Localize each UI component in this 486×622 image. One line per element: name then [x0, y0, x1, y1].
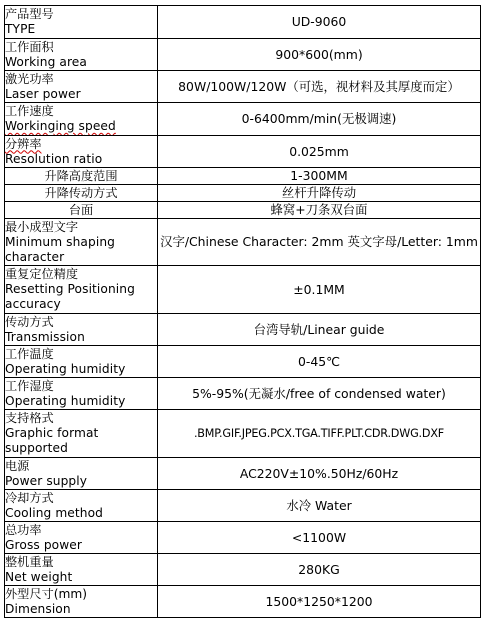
spec-sheet — [4, 5, 481, 618]
row-value: 台湾导轨/Linear guide — [158, 314, 481, 346]
label-zh: 传动方式 — [5, 314, 54, 329]
label-zh: 支持格式 — [5, 411, 54, 425]
label-zh: 工作温度 — [5, 346, 54, 361]
table-row — [5, 202, 481, 219]
label-en: Operating humidity — [5, 393, 126, 408]
label-zh: 产品型号 — [5, 7, 54, 21]
row-value: 5%-95%(无凝水/free of condensed water) — [158, 378, 481, 410]
row-label — [5, 6, 158, 39]
label-zh: 重复定位精度 — [5, 267, 79, 281]
table-row — [5, 136, 481, 168]
row-label — [5, 522, 158, 554]
label-en: accuracy — [5, 297, 61, 311]
row-label: 升降传动方式 — [5, 185, 158, 202]
label-en: Workinging speed — [5, 119, 116, 133]
label-en: Laser power — [5, 86, 81, 101]
row-value: ±0.1MM — [158, 266, 481, 314]
label-zh: 总功率 — [5, 522, 42, 537]
table-row — [5, 410, 481, 458]
label-en: Operating humidity — [5, 361, 126, 376]
label-en: Graphic format — [5, 426, 99, 440]
table-row — [5, 219, 481, 266]
label-en: Resolution ratio — [5, 151, 103, 166]
label-en: Net weight — [5, 569, 73, 584]
label-zh: 冷却方式 — [5, 490, 54, 505]
row-value: 水冷 Water — [158, 490, 481, 522]
row-value: 900*600(mm) — [158, 39, 481, 71]
table-row — [5, 554, 481, 586]
spec-table — [4, 5, 481, 618]
row-label — [5, 346, 158, 378]
label-zh: 分辨率 — [5, 136, 42, 151]
table-row — [5, 522, 481, 554]
row-value: <1100W — [158, 522, 481, 554]
row-label — [5, 586, 158, 618]
row-value: 1-300MM — [158, 168, 481, 185]
row-label — [5, 314, 158, 346]
table-row — [5, 266, 481, 314]
label-en: character — [5, 249, 65, 264]
table-row — [5, 458, 481, 490]
row-value: 0-45℃ — [158, 346, 481, 378]
row-value: 丝杆升降传动 — [158, 185, 481, 202]
label-en: supported — [5, 441, 68, 455]
table-row — [5, 6, 481, 39]
row-value: 0-6400mm/min(无极调速) — [158, 103, 481, 136]
label-en: TYPE — [5, 22, 36, 36]
label-zh: 工作速度 — [5, 104, 54, 118]
row-value: UD-9060 — [158, 6, 481, 39]
row-label — [5, 378, 158, 410]
label-en: Cooling method — [5, 505, 103, 520]
row-label — [5, 410, 158, 458]
row-label — [5, 458, 158, 490]
row-value: 蜂窝+刀条双台面 — [158, 202, 481, 219]
row-value: AC220V±10%.50Hz/60Hz — [158, 458, 481, 490]
label-en: Minimum shaping — [5, 234, 115, 249]
label-zh: 整机重量 — [5, 554, 54, 569]
table-row — [5, 103, 481, 136]
label-en: Gross power — [5, 537, 82, 552]
row-value: 1500*1250*1200 — [158, 586, 481, 618]
label-zh: 电源 — [5, 458, 30, 473]
row-label — [5, 103, 158, 136]
row-value: 280KG — [158, 554, 481, 586]
row-label — [5, 219, 158, 266]
row-value: 80W/100W/120W（可选，视材料及其厚度而定） — [158, 71, 481, 103]
row-label — [5, 490, 158, 522]
row-label: 台面 — [5, 202, 158, 219]
label-zh: 外型尺寸(mm) — [5, 586, 88, 601]
table-row — [5, 39, 481, 71]
table-row — [5, 168, 481, 185]
label-zh: 激光功率 — [5, 71, 54, 86]
row-label — [5, 554, 158, 586]
table-row — [5, 71, 481, 103]
table-row — [5, 490, 481, 522]
row-value: 汉字/Chinese Character: 2mm 英文字母/Letter: 1mm — [158, 219, 481, 266]
row-label — [5, 39, 158, 71]
row-value: 0.025mm — [158, 136, 481, 168]
label-en: Working area — [5, 54, 87, 69]
label-en: Transmission — [5, 329, 85, 344]
table-row — [5, 185, 481, 202]
table-row — [5, 346, 481, 378]
row-label — [5, 266, 158, 314]
row-label — [5, 136, 158, 168]
label-en: Dimension — [5, 601, 71, 616]
label-en: Power supply — [5, 473, 88, 488]
table-row — [5, 378, 481, 410]
row-value: .BMP.GIF.JPEG.PCX.TGA.TIFF.PLT.CDR.DWG.DXF — [158, 410, 481, 458]
table-row — [5, 314, 481, 346]
table-row — [5, 586, 481, 618]
row-label: 升降高度范围 — [5, 168, 158, 185]
row-label — [5, 71, 158, 103]
label-zh: 工作湿度 — [5, 378, 54, 393]
label-zh: 工作面积 — [5, 39, 54, 54]
label-en: Resetting Positioning — [5, 282, 135, 296]
label-zh: 最小成型文字 — [5, 219, 79, 234]
